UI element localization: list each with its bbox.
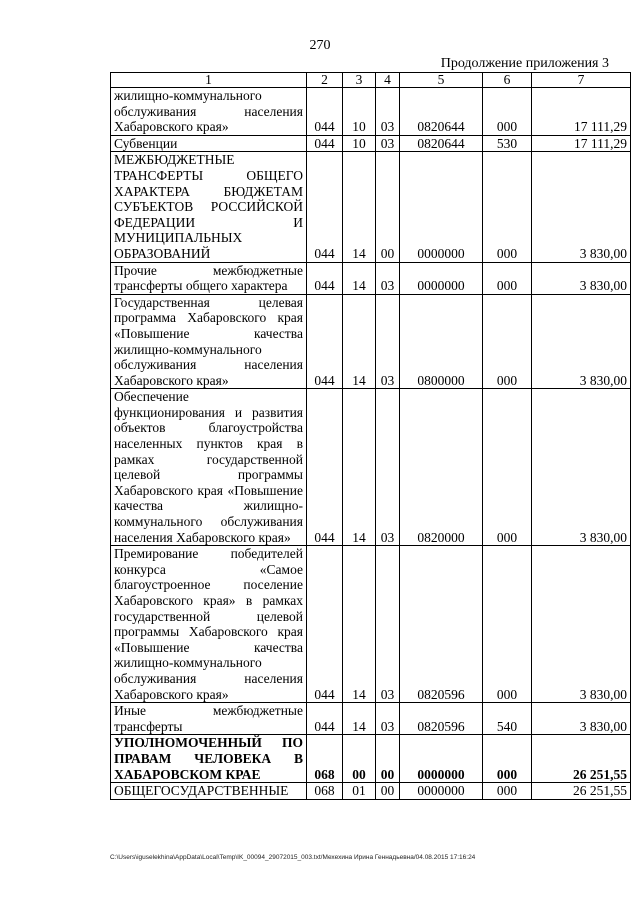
row-name-cell: ОБЩЕГОСУДАРСТВЕННЫЕ (111, 783, 307, 800)
row-amount-cell: 3 830,00 (532, 703, 631, 735)
row-type-cell: 000 (483, 546, 532, 703)
row-target-cell: 0000000 (400, 735, 483, 783)
row-subsection-cell: 03 (376, 389, 400, 546)
header-cell: 3 (343, 73, 376, 88)
row-type-cell: 540 (483, 703, 532, 735)
table-row (111, 88, 631, 136)
row-type-cell: 000 (483, 262, 532, 294)
row-target-cell: 0000000 (400, 262, 483, 294)
continuation-label: Продолжение приложения 3 (440, 56, 609, 71)
table-row (111, 546, 631, 703)
row-section-cell: 14 (343, 389, 376, 546)
row-section-cell: 14 (343, 152, 376, 262)
header-cell: 6 (483, 73, 532, 88)
table-row (111, 294, 631, 389)
row-target-cell: 0800000 (400, 294, 483, 389)
table-row (111, 735, 631, 783)
header-cell: 2 (307, 73, 343, 88)
row-name-cell: Премирование победителей конкурса «Самое благоустроенное поселение Хабаровского края» в рамках государственной целевой программы Хабаровского края «Повышение качества жилищно-коммунального обслуживания населения Хабаровского края» (111, 546, 307, 703)
row-section-cell: 14 (343, 262, 376, 294)
table-row (111, 262, 631, 294)
row-name-cell: Прочие межбюджетные трансферты общего характера (111, 262, 307, 294)
row-code-cell: 068 (307, 735, 343, 783)
row-amount-cell: 3 830,00 (532, 262, 631, 294)
header-cell: 4 (376, 73, 400, 88)
row-name-cell: жилищно-коммунального обслуживания населения Хабаровского края» (111, 88, 307, 136)
row-section-cell: 14 (343, 703, 376, 735)
row-amount-cell: 17 111,29 (532, 135, 631, 152)
row-subsection-cell: 03 (376, 88, 400, 136)
row-subsection-cell: 00 (376, 735, 400, 783)
row-name-cell: Государственная целевая программа Хабаровского края «Повышение качества жилищно-коммунального обслуживания населения Хабаровского края» (111, 294, 307, 389)
row-section-cell: 00 (343, 735, 376, 783)
row-type-cell: 000 (483, 735, 532, 783)
header-cell: 5 (400, 73, 483, 88)
row-subsection-cell: 00 (376, 152, 400, 262)
row-subsection-cell: 03 (376, 546, 400, 703)
row-type-cell: 000 (483, 783, 532, 800)
row-target-cell: 0820644 (400, 135, 483, 152)
row-target-cell: 0820000 (400, 389, 483, 546)
footer-file-path: C:\Users\iguselekhina\AppData\Local\Temp\IK_00094_29072015_003.txt/Мехехина Ирина Геннадьевна/04.08.2015 17:16:24 (110, 854, 476, 861)
row-section-cell: 10 (343, 135, 376, 152)
header-cell: 1 (111, 73, 307, 88)
row-target-cell: 0000000 (400, 783, 483, 800)
row-name-cell: МЕЖБЮДЖЕТНЫЕ ТРАНСФЕРТЫ ОБЩЕГО ХАРАКТЕРА БЮДЖЕТАМ СУБЪЕКТОВ РОССИЙСКОЙ ФЕДЕРАЦИИ И МУНИЦИПАЛЬНЫХ ОБРАЗОВАНИЙ (111, 152, 307, 262)
row-amount-cell: 3 830,00 (532, 152, 631, 262)
row-section-cell: 10 (343, 88, 376, 136)
row-target-cell: 0000000 (400, 152, 483, 262)
row-code-cell: 044 (307, 546, 343, 703)
row-amount-cell: 26 251,55 (532, 783, 631, 800)
row-code-cell: 068 (307, 783, 343, 800)
table-row (111, 135, 631, 152)
row-amount-cell: 3 830,00 (532, 546, 631, 703)
row-type-cell: 000 (483, 152, 532, 262)
table-row (111, 783, 631, 800)
row-amount-cell: 3 830,00 (532, 294, 631, 389)
row-section-cell: 14 (343, 294, 376, 389)
row-code-cell: 044 (307, 703, 343, 735)
row-amount-cell: 26 251,55 (532, 735, 631, 783)
row-code-cell: 044 (307, 389, 343, 546)
row-name-cell: Иные межбюджетные трансферты (111, 703, 307, 735)
row-type-cell: 000 (483, 294, 532, 389)
row-subsection-cell: 03 (376, 703, 400, 735)
table-header-row (111, 73, 631, 88)
row-subsection-cell: 00 (376, 783, 400, 800)
row-name-cell: УПОЛНОМОЧЕННЫЙ ПО ПРАВАМ ЧЕЛОВЕКА В ХАБАРОВСКОМ КРАЕ (111, 735, 307, 783)
row-subsection-cell: 03 (376, 135, 400, 152)
row-code-cell: 044 (307, 135, 343, 152)
table-row (111, 703, 631, 735)
table-row (111, 389, 631, 546)
row-type-cell: 530 (483, 135, 532, 152)
row-target-cell: 0820644 (400, 88, 483, 136)
row-amount-cell: 17 111,29 (532, 88, 631, 136)
table-body (111, 88, 631, 800)
row-type-cell: 000 (483, 389, 532, 546)
row-subsection-cell: 03 (376, 294, 400, 389)
row-name-cell: Обеспечение функционирования и развития объектов благоустройства населенных пунктов края в рамках государственной целевой программы Хабаровского края «Повышение качества жилищно-коммунального обслуживания населения Хабаровского края» (111, 389, 307, 546)
row-target-cell: 0820596 (400, 546, 483, 703)
header-cell: 7 (532, 73, 631, 88)
row-type-cell: 000 (483, 88, 532, 136)
row-code-cell: 044 (307, 262, 343, 294)
row-code-cell: 044 (307, 88, 343, 136)
page-number: 270 (309, 38, 331, 53)
row-code-cell: 044 (307, 152, 343, 262)
row-subsection-cell: 03 (376, 262, 400, 294)
row-section-cell: 14 (343, 546, 376, 703)
table-row (111, 152, 631, 262)
row-code-cell: 044 (307, 294, 343, 389)
row-name-cell: Субвенции (111, 135, 307, 152)
row-section-cell: 01 (343, 783, 376, 800)
budget-table (110, 72, 631, 800)
row-amount-cell: 3 830,00 (532, 389, 631, 546)
row-target-cell: 0820596 (400, 703, 483, 735)
